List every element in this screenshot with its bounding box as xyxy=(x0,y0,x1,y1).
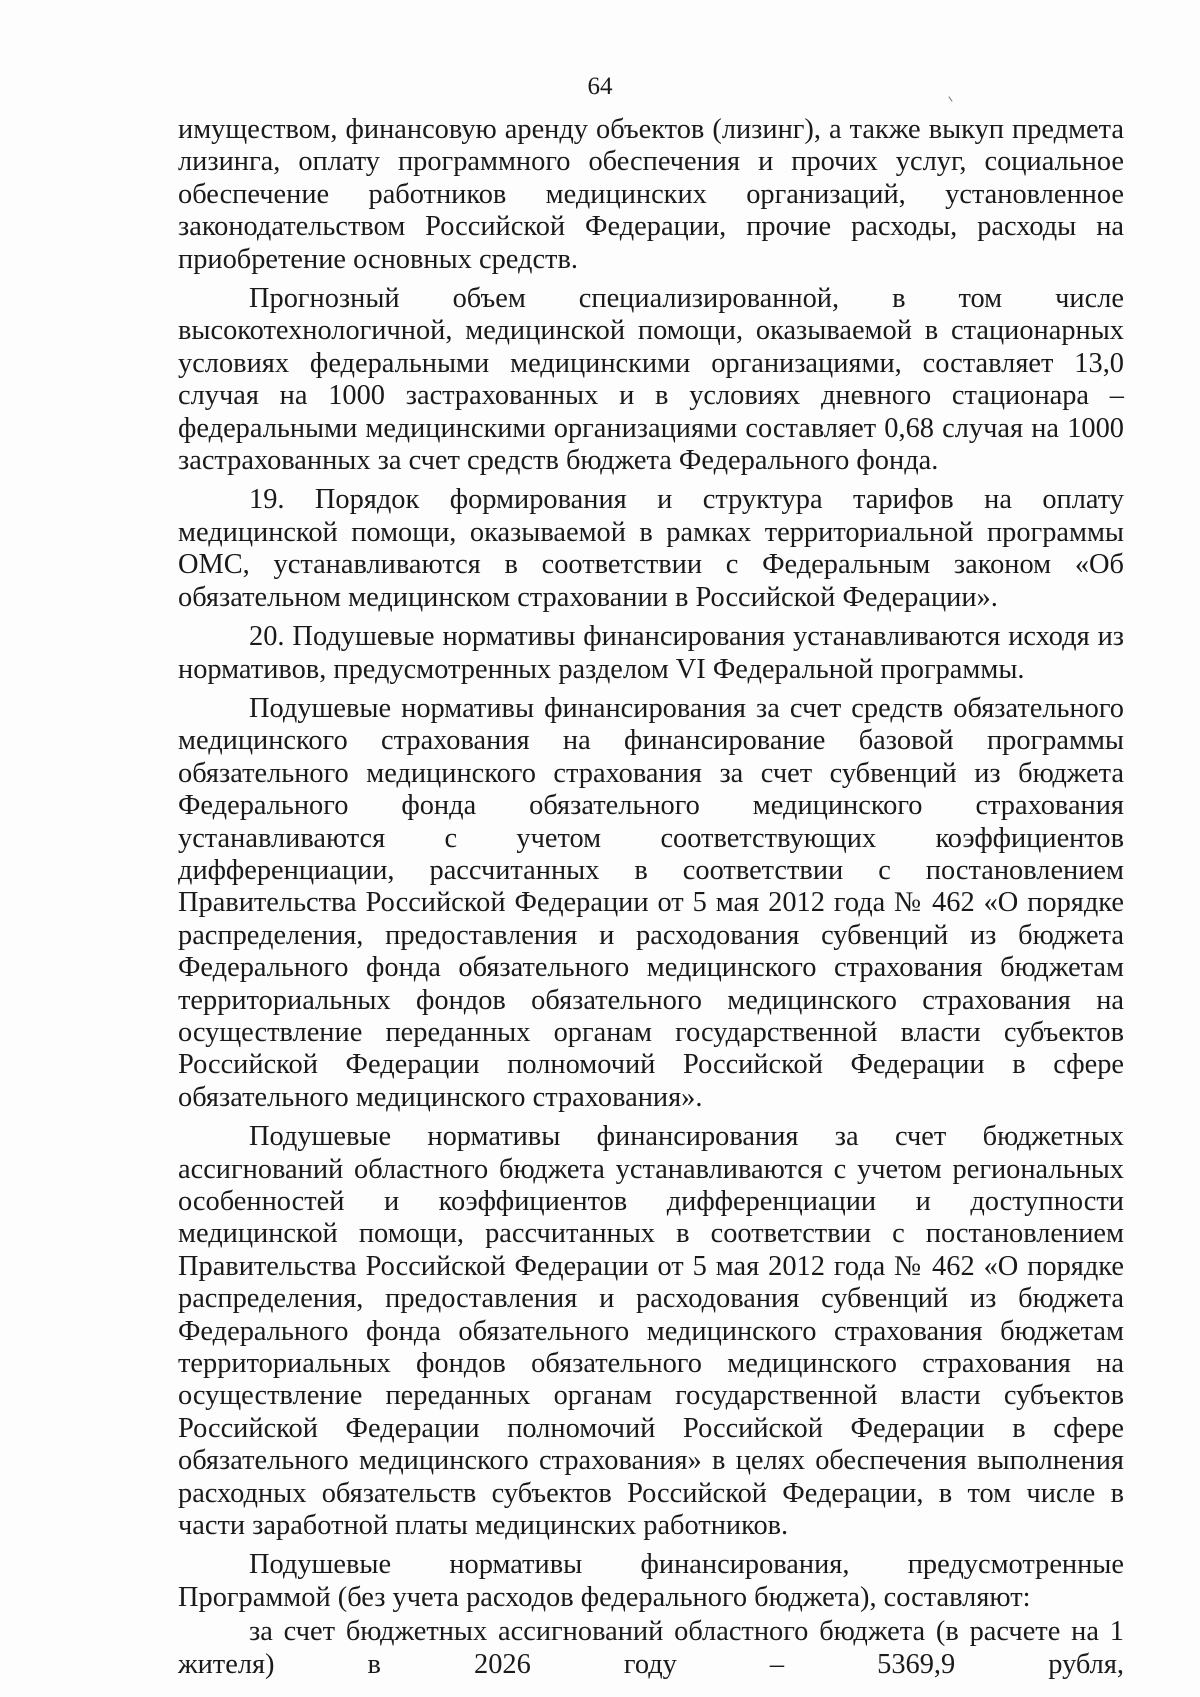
paragraph-item-19: 19. Порядок формирования и структура тарифов на оплату медицинской помощи, оказываемой в рамках территориальной программы ОМС, устанавливаются в соответствии с Федеральным законом «Об обязательном медицинском страховании в Российской Федерации». xyxy=(178,484,1124,613)
document-body xyxy=(178,114,1124,1688)
page-number: 64 xyxy=(587,73,613,100)
paragraph-item-20: 20. Подушевые нормативы финансирования устанавливаются исходя из нормативов, предусмотренных разделом VI Федеральной программы. xyxy=(178,621,1124,685)
paragraph-budget-norms: Подушевые нормативы финансирования за счет бюджетных ассигнований областного бюджета устанавливаются с учетом региональных особенностей и коэффициентов дифференциации и доступности медицинской помощи, рассчитанных в соответствии с постановлением Правительства Российской Федерации от 5 мая 2012 года № 462 «О порядке распределения, предоставления и расходования субвенций из бюджета Федерального фонда обязательного медицинского страхования бюджетам территориальных фондов обязательного медицинского страхования на осуществление переданных органам государственной власти субъектов Российской Федерации полномочий Российской Федерации в сфере обязательного медицинского страхования» в целях обеспечения выполнения расходных обязательств субъектов Российской Федерации, в том числе в части заработной платы медицинских работников. xyxy=(178,1121,1124,1542)
paragraph-norms-2026: за счет бюджетных ассигнований областного бюджета (в расчете на 1 жителя) в 2026 году – 5369,9 рубля, xyxy=(178,1616,1124,1680)
paragraph-norms-intro: Подушевые нормативы финансирования, предусмотренные Программой (без учета расходов федерального бюджета), составляют: xyxy=(178,1549,1124,1613)
paragraph-continuation: имуществом, финансовую аренду объектов (лизинг), а также выкуп предмета лизинга, оплату программного обеспечения и прочих услуг, социальное обеспечение работников медицинских организаций, установленное законодательством Российской Федерации, прочие расходы, расходы на приобретение основных средств. xyxy=(178,114,1124,275)
paragraph-oms-norms: Подушевые нормативы финансирования за счет средств обязательного медицинского страхования на финансирование базовой программы обязательного медицинского страхования за счет субвенций из бюджета Федерального фонда обязательного медицинского страхования устанавливаются с учетом соответствующих коэффициентов дифференциации, рассчитанных в соответствии с постановлением Правительства Российской Федерации от 5 мая 2012 года № 462 «О порядке распределения, предоставления и расходования субвенций из бюджета Федерального фонда обязательного медицинского страхования бюджетам территориальных фондов обязательного медицинского страхования на осуществление переданных органам государственной власти субъектов Российской Федерации полномочий Российской Федерации в сфере обязательного медицинского страхования». xyxy=(178,692,1124,1113)
paragraph-forecast-volume: Прогнозный объем специализированной, в том числе высокотехнологичной, медицинской помощи, оказываемой в стационарных условиях федеральными медицинскими организациями, составляет 13,0 случая на 1000 застрахованных и в условиях дневного стационара – федеральными медицинскими организациями составляет 0,68 случая на 1000 застрахованных за счет средств бюджета Федерального фонда. xyxy=(178,283,1124,477)
